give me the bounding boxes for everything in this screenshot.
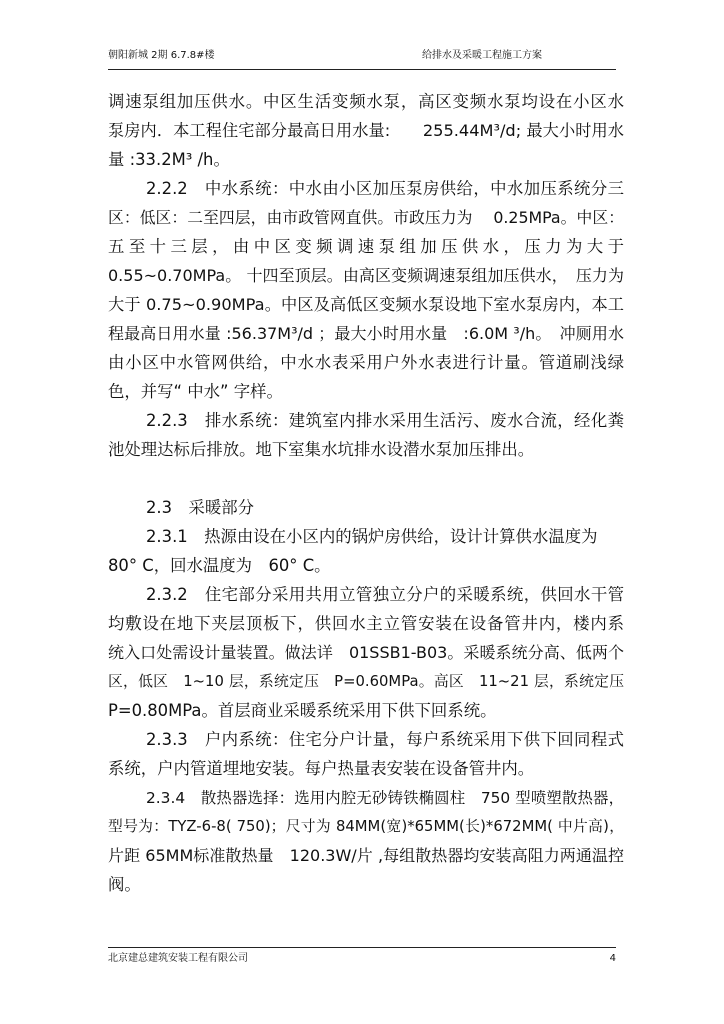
page-footer (108, 952, 616, 966)
footer-company: 北京建总建筑安装工程有限公司 (108, 953, 248, 964)
page-number: 4 (609, 953, 616, 964)
text-line: 均敷设在地下夹层顶板下，供回水主立管安装在设备管井内，楼内系 (108, 614, 624, 633)
text-line: 五至十三层，由中区变频调速泵组加压供水，压力为大于 (108, 237, 624, 256)
text-line: 由小区中水管网供给，中水水表采用户外水表进行计量。管道刷浅绿 (108, 353, 624, 372)
text-line: 2.3.2 住宅部分采用共用立管独立分户的采暖系统，供回水干管 (146, 585, 624, 604)
text-line: 片距 65MM标准散热量 120.3W/片 ,每组散热器均安装高阻力两通温控 (108, 846, 624, 865)
text-line: P=0.80MPa。首层商业采暖系统采用下供下回系统。 (108, 701, 497, 720)
text-line: 型号为：TYZ-6-8( 750)；尺寸为 84MM(宽)*65MM(长)*672MM( 中片高)， (108, 818, 624, 835)
text-line: 2.2.3 排水系统：建筑室内排水采用生活污、废水合流，经化粪 (146, 411, 624, 430)
text-line: 2.3.3 户内系统：住宅分户计量，每户系统采用下供下回同程式 (146, 730, 624, 749)
header-project: 朝阳新城 2期 6.7.8#楼 (108, 50, 215, 61)
footer-rule (108, 947, 616, 948)
text-line: 统入口处需设计量装置。做法详 01SSB1-B03。采暖系统分高、低两个 (108, 643, 624, 662)
text-line: 程最高日用水量 :56.37M³/d ；最大小时用水量 :6.0M ³/h。 冲厕用水 (108, 324, 624, 343)
text-line: 泵房内．本工程住宅部分最高日用水量: 255.44M³/d; 最大小时用水 (108, 121, 624, 140)
text-line: 0.55~0.70MPa。 十四至顶层。由高区变频调速泵组加压供水， 压力为 (108, 266, 624, 285)
text-line: 池处理达标后排放。地下室集水坑排水设潜水泵加压排出。 (108, 440, 535, 459)
text-line: 2.3.1 热源由设在小区内的锅炉房供给，设计计算供水温度为 (146, 527, 598, 546)
text-line: 2.3.4 散热器选择：选用内腔无砂铸铁椭圆柱 750 型喷塑散热器， (146, 789, 624, 807)
text-line: 色，并写“ 中水” 字样。 (108, 382, 283, 401)
header-title: 给排水及采暖工程施工方案 (422, 50, 542, 61)
text-line: 大于 0.75~0.90MPa。中区及高低区变频水泵设地下室水泵房内，本工 (108, 295, 624, 314)
text-line: 量 :33.2M³ /h。 (108, 150, 230, 169)
text-line: 系统，户内管道埋地安装。每户热量表安装在设备管井内。 (108, 759, 535, 778)
page-header (108, 49, 616, 63)
header-rule (108, 69, 616, 70)
section-heading: 2.3 采暖部分 (146, 498, 255, 517)
text-line: 区，低区 1~10 层，系统定压 P=0.60MPa。高区 11~21 层，系统定压 (108, 673, 624, 690)
text-line: 2.2.2 中水系统：中水由小区加压泵房供给，中水加压系统分三 (146, 179, 624, 198)
text-line: 80° C，回水温度为 60° C。 (108, 556, 331, 575)
text-line: 阀。 (108, 875, 141, 894)
text-line: 区：低区：二至四层，由市政管网直供。市政压力为 0.25MPa。中区： (108, 208, 624, 227)
text-line: 调速泵组加压供水。中区生活变频水泵，高区变频水泵均设在小区水 (108, 92, 624, 111)
